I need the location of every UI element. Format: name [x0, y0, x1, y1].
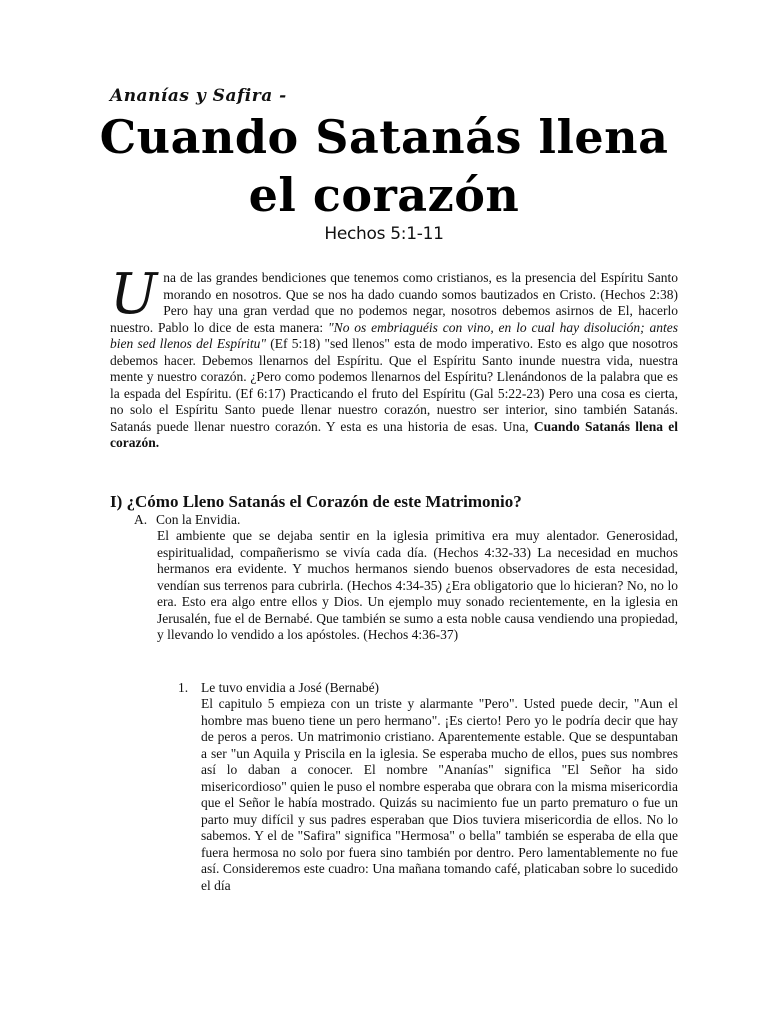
intro-text-1: na de las grandes bendiciones que tenemos como cristianos, es la presencia del Espíritu Santo morando en nosotros. Que se nos ha dado cuando somos bautizados en Cristo. (Hechos 2:38) Pero hay una gran verdad que no podemos negar, nosotros debemos asirnos de El, hacerlo nuestro. Pablo lo dice de esta manera:	[110, 270, 678, 335]
overline-title: Ananías y Safira -	[110, 86, 287, 106]
intro-quote: "No os embriaguéis con vino, en lo cual hay disolución; antes bien sed llenos del Espíritu"	[110, 319, 679, 351]
paragraph-a: El ambiente que se dejaba sentir en la iglesia primitiva era muy alentador. Generosidad, espiritualidad, compañerismo se vivía cada día. (Hechos 4:32-33) La necesidad en muchos hermanos era evidente. Y muchos hermanos siendo buenos observadores de esta necesidad, vendían sus terrenos para cubrirla. (Hechos 4:34-35) ¿Era obligatorio que lo hicieran? No, no lo era. Esto era algo entre ellos y Dios. Un ejemplo muy sonado recientemente, en la iglesia en Jerusalén, fue el de Bernabé. Que también se sumo a esta noble causa vendiendo una propiedad, y llevando lo vendido a los apóstoles. (Hechos 4:36-37)	[157, 528, 678, 642]
subheading-a-marker: A.	[134, 512, 148, 527]
list-item-1-label: Le tuvo envidia a José (Bernabé)	[201, 680, 380, 695]
drop-cap: U	[110, 262, 158, 327]
title-line-1: Cuando Satanás llena	[99, 110, 669, 164]
list-item-1-marker: 1.	[178, 680, 189, 695]
intro-text-2: (Ef 5:18) "sed llenos" esta de modo imperativo. Esto es algo que nosotros debemos hacer. Debemos llenarnos del Espíritu. Que el Espíritu Santo inunde nuestra vida, nuestra mente y nuestro corazón. ¿Pero como podemos llenarnos del Espíritu? Llenándonos de la palabra que es la espada del Espíritu. (Ef 6:17) Practicando el fruto del Espíritu (Gal 5:22-23) Pero una cosa es cierta, no solo el Espíritu Santo puede llenar nuestro corazón, nuestro ser interior, sino también Satanás. Satanás puede llenar nuestro corazón. Y esta es una historia de esas. Una,	[110, 336, 678, 434]
section-heading: I) ¿Cómo Lleno Satanás el Corazón de este Matrimonio?	[110, 492, 522, 511]
subheading-a	[134, 512, 240, 528]
intro-closing: Cuando Satanás llena el corazón.	[110, 418, 678, 450]
title-line-2: el corazón	[248, 168, 520, 222]
page-title	[0, 108, 768, 224]
paragraph-1: El capitulo 5 empieza con un triste y alarmante "Pero". Usted puede decir, "Aun el hombre mas bueno tiene un pero hermano". ¡Es cierto! Pero yo le podría decir que hay de peros a peros. Un matrimonio cristiano. Aparentemente estable. Que se despuntaban a ser "un Aquila y Priscila en la iglesia. Se esperaba mucho de ellos, pues sus nombres así lo daban a conocer. El nombre "Ananías" significa "El Señor ha sido misericordioso" quien le puso el nombre esperaba que obrara con la misma misericordia que el Señor le había mostrado. Quizás su nacimiento fue un parto prematuro o fue un parto muy difícil y sus padres esperaban que Dios tuviera misericordia de ellos. No lo sabemos. Y el de "Safira" significa "Hermosa" o bella" también se esperaba de ella que fuera hermosa no solo por fuera sino también por dentro. Pero lamentablemente no fue así. Consideremos este cuadro: Una mañana tomando café, platicaban sobre lo sucedido el día	[201, 696, 678, 893]
list-item-1	[178, 680, 379, 696]
intro-paragraph	[110, 262, 679, 452]
subheading-a-label: Con la Envidia.	[156, 512, 241, 527]
scripture-reference: Hechos 5:1-11	[324, 224, 444, 244]
